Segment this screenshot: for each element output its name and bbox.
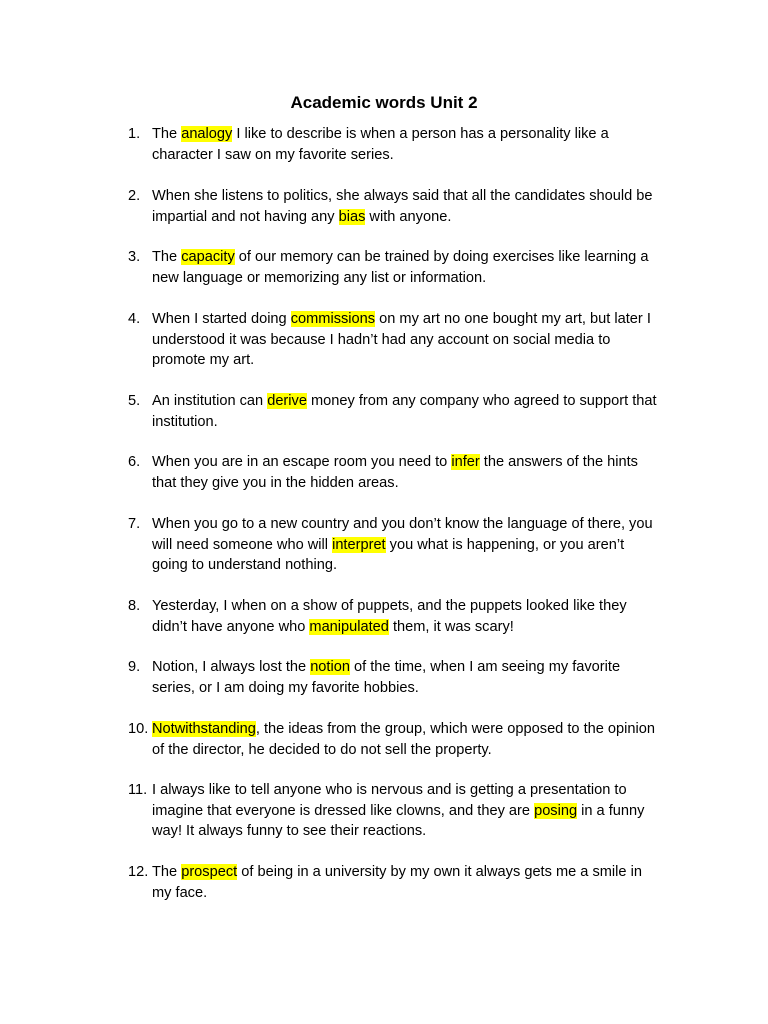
- item-number: 4.: [128, 311, 141, 327]
- item-text-before: When you are in an escape room you need to: [152, 454, 452, 470]
- highlighted-vocabulary-word: Notwithstanding: [152, 721, 256, 737]
- item-text-before: The: [152, 249, 182, 265]
- item-text-after: on my art no one bought my art, but later I understood it was because I hadn’t had any account on social media to promote my art.: [152, 311, 651, 369]
- item-text-after: with anyone.: [365, 208, 452, 225]
- highlighted-vocabulary-word: bias: [338, 208, 366, 225]
- item-number: 9.: [128, 659, 141, 675]
- list-item: [0, 514, 662, 576]
- list-item: [0, 596, 662, 637]
- item-number: 2.: [128, 188, 141, 204]
- item-text-after: in a funny way! It always funny to see their reactions.: [152, 802, 645, 840]
- item-text-after: you what is happening, or you aren’t going to understand nothing.: [152, 536, 625, 574]
- item-text-after: , the ideas from the group, which were opposed to the opinion of the director, he decided to do not sell the property.: [152, 721, 655, 758]
- item-text-before: I always like to tell anyone who is nervous and is getting a presentation to imagine that everyone is dressed like clowns, and they are: [152, 782, 627, 819]
- list-item: [0, 780, 662, 842]
- item-number: 3.: [128, 249, 141, 265]
- item-text-after: them, it was scary!: [388, 618, 514, 635]
- item-text-before: An institution can: [152, 393, 268, 409]
- item-number: 12.: [128, 864, 149, 880]
- highlighted-vocabulary-word: manipulated: [309, 618, 389, 635]
- list-item: [0, 247, 662, 288]
- highlighted-vocabulary-word: notion: [310, 659, 350, 675]
- item-text-before: When I started doing: [152, 311, 291, 327]
- highlighted-vocabulary-word: capacity: [181, 249, 235, 265]
- item-text-before: Yesterday, I when on a show of puppets, and the puppets looked like they didn’t have anyone who: [152, 598, 627, 635]
- document-title: Academic words Unit 2: [290, 93, 478, 112]
- item-text-after: money from any company who agreed to support that institution.: [152, 393, 657, 430]
- highlighted-vocabulary-word: analogy: [181, 126, 233, 142]
- list-item: [0, 309, 662, 371]
- list-item: [0, 124, 662, 165]
- item-number: 11.: [128, 782, 148, 798]
- item-number: 8.: [128, 598, 141, 614]
- item-text-after: of the time, when I am seeing my favorite series, or I am doing my favorite hobbies.: [152, 659, 621, 696]
- item-number: 7.: [128, 516, 141, 532]
- item-text-before: When she listens to politics, she always said that all the candidates should be impartial and not having any: [152, 188, 653, 225]
- list-item: [0, 862, 662, 903]
- highlighted-vocabulary-word: infer: [451, 454, 480, 470]
- item-text-before: The: [152, 864, 182, 880]
- highlighted-vocabulary-word: prospect: [181, 864, 238, 880]
- list-item: [0, 452, 662, 493]
- list-item: [0, 186, 662, 227]
- highlighted-vocabulary-word: commissions: [290, 311, 376, 327]
- item-number: 6.: [128, 454, 141, 470]
- list-item: [0, 719, 662, 760]
- item-text-after: I like to describe is when a person has a personality like a character I saw on my favorite series.: [152, 126, 609, 163]
- list-item: [0, 391, 662, 432]
- item-number: 1.: [128, 126, 141, 142]
- item-text-before: When you go to a new country and you don’t know the language of there, you will need someone who will: [152, 516, 653, 553]
- highlighted-vocabulary-word: posing: [534, 802, 578, 819]
- item-text-before: The: [152, 126, 182, 142]
- highlighted-vocabulary-word: interpret: [332, 536, 386, 553]
- item-number: 5.: [128, 393, 141, 409]
- item-text-after: of being in a university by my own it always gets me a smile in my face.: [152, 864, 642, 901]
- item-text-after: of our memory can be trained by doing exercises like learning a new language or memorizing any list or information.: [152, 249, 649, 286]
- list-item: [0, 657, 662, 698]
- item-text-after: the answers of the hints that they give you in the hidden areas.: [152, 454, 638, 491]
- item-number: 10.: [128, 721, 149, 737]
- highlighted-vocabulary-word: derive: [267, 393, 307, 409]
- item-text-before: Notion, I always lost the: [152, 659, 311, 675]
